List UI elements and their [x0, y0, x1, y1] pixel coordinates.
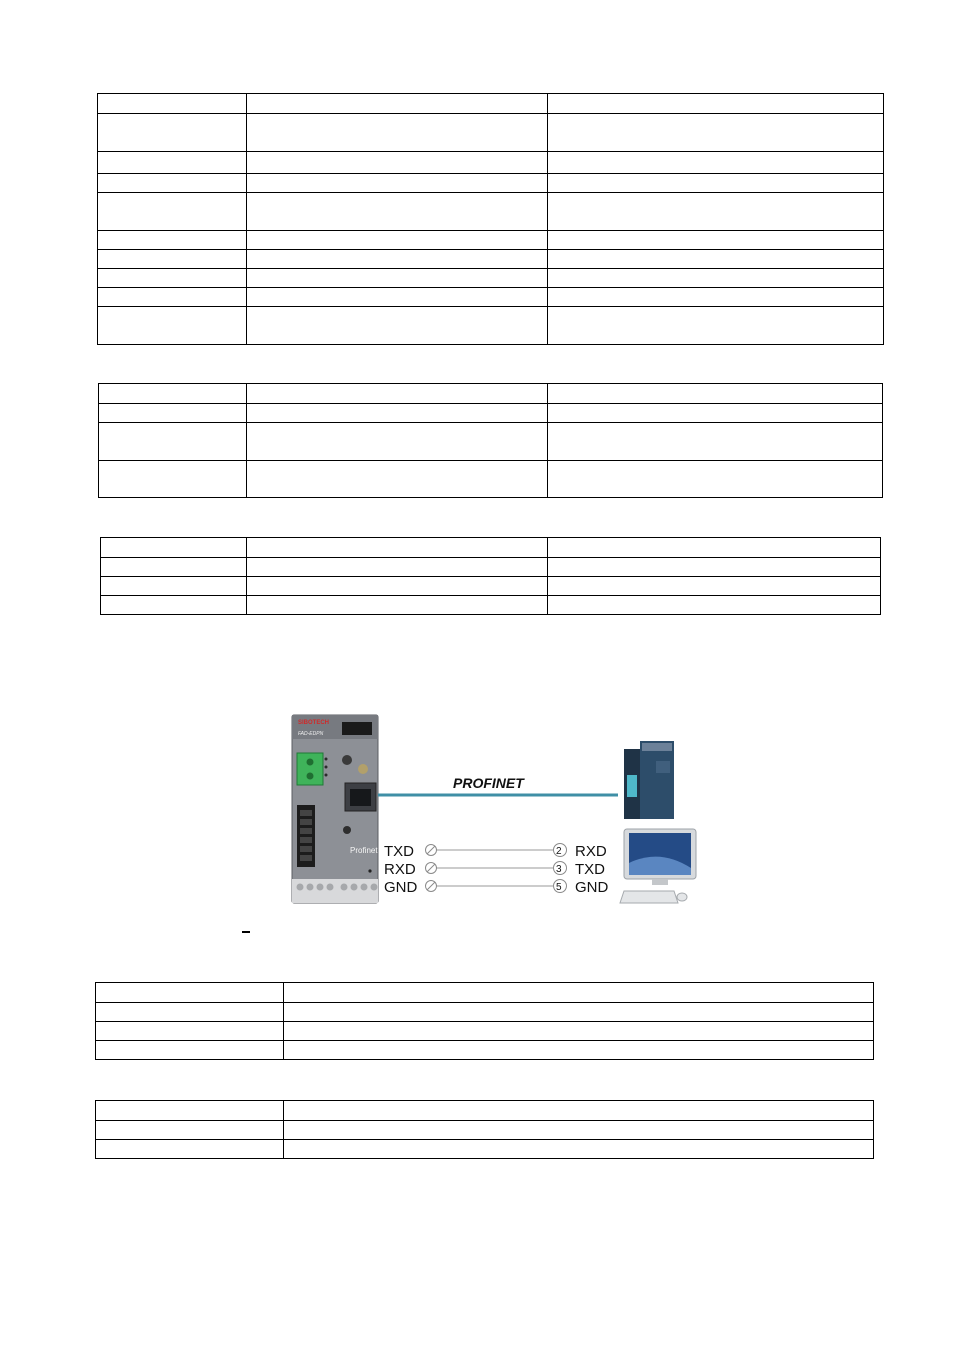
table-row	[96, 1121, 874, 1140]
wiring-right-label: TXD	[575, 861, 605, 878]
table-row	[101, 577, 881, 596]
table-row	[98, 94, 884, 114]
plc-icon	[624, 741, 674, 819]
table-row	[99, 404, 883, 423]
spec-table-5	[95, 1100, 874, 1159]
wiring-right-label: GND	[575, 879, 609, 896]
device-brand-label: SIBOTECH	[298, 720, 330, 726]
table-row	[98, 174, 884, 193]
connection-diagram	[290, 713, 700, 905]
table-row	[99, 423, 883, 461]
table-row	[101, 596, 881, 615]
spec-table-4	[95, 982, 874, 1060]
table-row	[98, 269, 884, 288]
table-row	[98, 231, 884, 250]
profinet-label: PROFINET	[453, 775, 524, 791]
table-row	[96, 1041, 874, 1060]
table-row	[96, 983, 874, 1003]
wiring-pin-label: 5	[556, 882, 562, 893]
wiring-right-label: RXD	[575, 843, 607, 860]
gateway-device	[292, 715, 378, 903]
table-row	[101, 558, 881, 577]
table-row	[99, 384, 883, 404]
wiring-left-label: GND	[384, 879, 418, 896]
table-row	[98, 193, 884, 231]
wiring-pin-label: 3	[556, 864, 562, 875]
table-row	[96, 1003, 874, 1022]
table-row	[98, 114, 884, 152]
wiring-pin-label: 2	[556, 846, 562, 857]
spec-table-1	[97, 93, 884, 345]
table-row	[98, 152, 884, 174]
wiring-row-3	[384, 879, 609, 896]
table-row	[96, 1101, 874, 1121]
wiring-left-label: TXD	[384, 843, 414, 860]
table-row	[96, 1140, 874, 1159]
table-row	[98, 307, 884, 345]
dash-mark	[242, 931, 250, 933]
computer-icon	[620, 829, 696, 903]
table-row	[99, 461, 883, 498]
wiring-left-label: RXD	[384, 861, 416, 878]
wiring-row-2	[384, 861, 605, 878]
table-row	[101, 538, 881, 558]
device-model-label: FAD-EDPN	[298, 731, 324, 737]
spec-table-2	[98, 383, 883, 498]
device-footer-label: Profinet	[350, 846, 378, 855]
spec-table-3	[100, 537, 881, 615]
wiring-row-1	[384, 843, 607, 860]
table-row	[98, 250, 884, 269]
table-row	[96, 1022, 874, 1041]
table-row	[98, 288, 884, 307]
